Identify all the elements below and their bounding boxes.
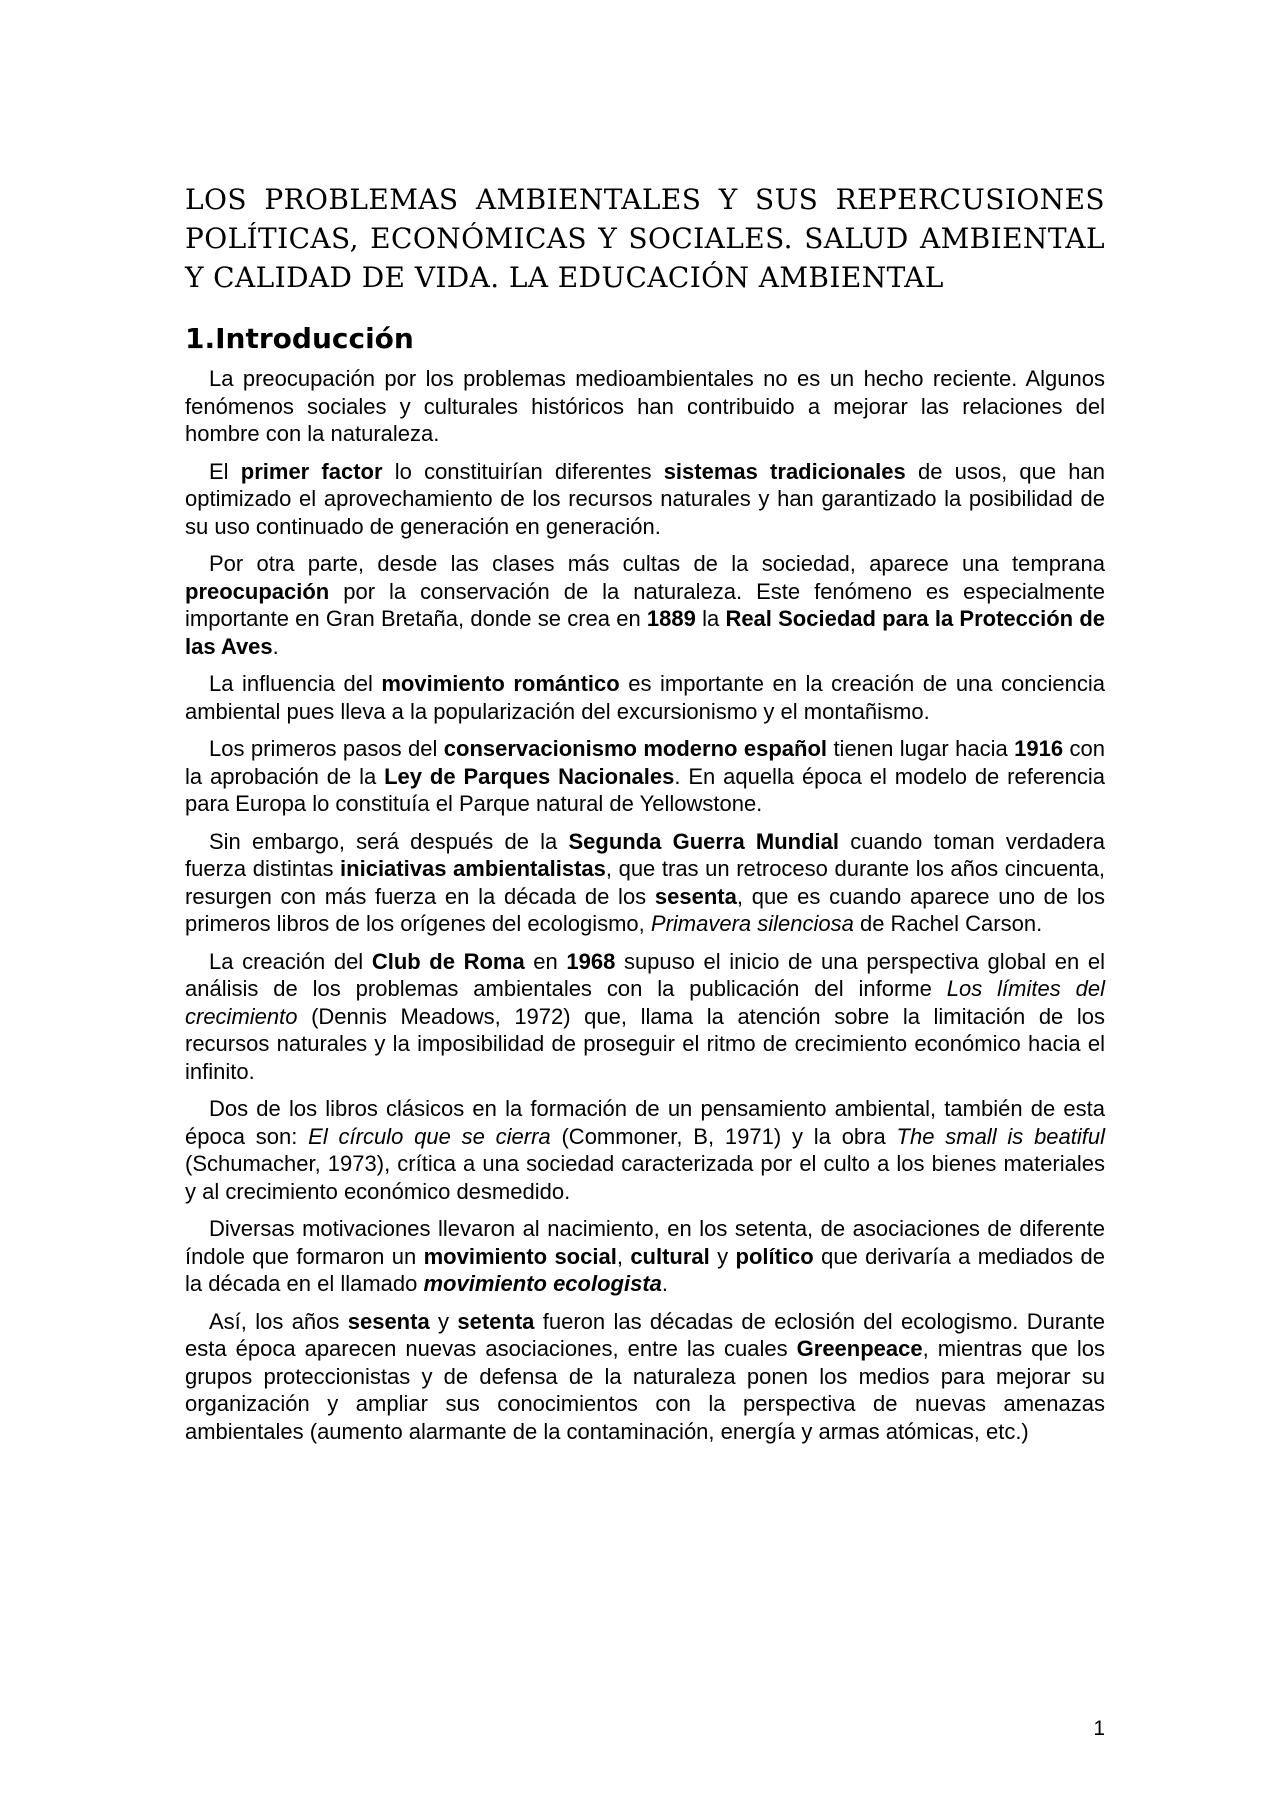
paragraphs-container <box>185 365 1105 1445</box>
text-run: con la aprobación de la <box>185 736 1105 789</box>
bold-text: sistemas tradicionales <box>663 458 906 484</box>
text-run: El <box>209 458 241 484</box>
text-run: es importante en la creación de una conciencia ambiental pues lleva a la popularización del excursionismo y el montañismo. <box>185 671 1106 724</box>
text-run: Así, los años <box>209 1308 348 1334</box>
text-run: Sin embargo, será después de la <box>209 828 569 854</box>
italic-text: Primavera silenciosa <box>650 911 854 936</box>
text-run: de Rachel Carson. <box>853 911 1043 936</box>
text-run: . En aquella época el modelo de referencia para Europa lo constituía el Parque natural de Yellowstone. <box>185 763 1105 816</box>
bold-text: Segunda Guerra Mundial <box>568 828 840 854</box>
body-paragraph <box>185 670 1105 725</box>
page-content <box>185 180 1105 1455</box>
section-heading-introduccion: 1.Introducción <box>185 322 414 355</box>
text-run: (Dennis Meadows, 1972) que, llama la atención sobre la limitación de los recursos naturales y la imposibilidad de proseguir el ritmo de crecimiento económico hacia el infinito. <box>185 1003 1105 1084</box>
text-run: , mientras que los grupos proteccionistas y de defensa de la naturaleza ponen los medios para mejorar su organización y ampliar sus conocimientos con la perspectiva de nuevas amenazas ambientales (aumento alarmante de la contaminación, energía y armas atómicas, etc.) <box>185 1336 1106 1444</box>
text-run: La creación del <box>209 948 372 974</box>
text-run: la <box>695 606 726 631</box>
bold-text: Greenpeace <box>796 1336 923 1361</box>
bold-text: cultural <box>630 1243 710 1269</box>
text-run: cuando toman verdadera fuerza distintas <box>185 828 1106 881</box>
body-paragraph <box>185 1308 1105 1446</box>
page-number: 1 <box>1093 1717 1105 1740</box>
text-run: Por otra parte, desde las clases más cultas de la sociedad, aparece una temprana <box>209 551 1105 576</box>
bold-text: setenta <box>457 1308 535 1334</box>
body-paragraph <box>185 458 1105 541</box>
bold-text: sesenta <box>654 883 737 909</box>
bold-text: 1968 <box>566 948 616 974</box>
body-paragraph <box>185 365 1105 448</box>
bold-text: iniciativas ambientalistas <box>340 856 606 881</box>
bold-text: 1916 <box>1014 736 1064 761</box>
text-run: , <box>616 1243 631 1269</box>
text-run: que derivaría a mediados de la década en el llamado <box>185 1243 1105 1296</box>
body-paragraph <box>185 735 1105 818</box>
text-run: (Commoner, B, 1971) y la obra <box>550 1123 897 1149</box>
text-run: y <box>429 1308 458 1334</box>
text-run: Los primeros pasos del <box>209 736 444 761</box>
bold-text: Club de Roma <box>371 948 525 974</box>
document-title: LOS PROBLEMAS AMBIENTALES Y SUS REPERCUSIONES POLÍTICAS, ECONÓMICAS Y SOCIALES. SALUD AMBIENTAL Y CALIDAD DE VIDA. LA EDUCACIÓN AMBIENTAL <box>185 183 1105 294</box>
bold-text: movimiento romántico <box>381 671 620 696</box>
italic-text: The small is beatiful <box>896 1123 1106 1149</box>
body-paragraph <box>185 828 1105 938</box>
text-run: La influencia del <box>209 671 382 696</box>
text-run: , que tras un retroceso durante los años cincuenta, resurgen con más fuerza en la década de los <box>185 856 1106 909</box>
bold-text: conservacionismo moderno español <box>443 736 828 761</box>
text-run: Diversas motivaciones llevaron al nacimiento, en los setenta, de asociaciones de diferente índole que formaron un <box>185 1216 1105 1269</box>
text-run: tienen lugar hacia <box>827 736 1015 761</box>
bold-italic-text: movimiento ecologista <box>423 1271 662 1296</box>
text-run: (Schumacher, 1973), crítica a una sociedad caracterizada por el culto a los bienes materiales y al crecimiento económico desmedido. <box>185 1151 1105 1204</box>
bold-text: 1889 <box>646 606 696 631</box>
body-paragraph <box>185 1095 1105 1205</box>
text-run: fueron las décadas de eclosión del ecologismo. Durante esta época aparecen nuevas asociaciones, entre las cuales <box>185 1308 1105 1361</box>
italic-text: El círculo que se cierra <box>308 1123 551 1149</box>
bold-text: preocupación <box>185 578 330 604</box>
bold-text: Ley de Parques Nacionales <box>384 763 675 789</box>
text-run: . <box>661 1271 669 1296</box>
body-paragraph <box>185 948 1105 1086</box>
text-run: La preocupación por los problemas medioambientales no es un hecho reciente. Algunos fenómenos sociales y culturales históricos han contribuido a mejorar las relaciones del hombre con la naturaleza. <box>185 366 1105 446</box>
bold-text: movimiento social <box>423 1243 617 1269</box>
text-run: . <box>272 633 279 659</box>
bold-text: político <box>735 1243 814 1269</box>
text-run: supuso el inicio de una perspectiva global en el análisis de los problemas ambientales con la publicación del informe <box>185 948 1105 1001</box>
text-run: y <box>709 1243 736 1269</box>
italic-text: Los límites del crecimiento <box>185 976 1105 1029</box>
text-run: por la conservación de la naturaleza. Este fenómeno es especialmente importante en Gran Bretaña, donde se crea en <box>185 578 1105 631</box>
bold-text: sesenta <box>347 1308 430 1334</box>
text-run: de usos, que han optimizado el aprovechamiento de los recursos naturales y han garantizado la posibilidad de su uso continuado de generación en generación. <box>185 458 1106 539</box>
text-run: en <box>524 948 567 974</box>
text-run: Dos de los libros clásicos en la formación de un pensamiento ambiental, también de esta época son: <box>185 1096 1105 1149</box>
text-run: lo constituirían diferentes <box>382 458 664 484</box>
body-paragraph <box>185 1215 1105 1298</box>
text-run: , que es cuando aparece uno de los primeros libros de los orígenes del ecologismo, <box>185 883 1105 936</box>
bold-text: Real Sociedad para la Protección de las Aves <box>185 606 1105 659</box>
bold-text: primer factor <box>240 458 383 484</box>
body-paragraph <box>185 550 1105 660</box>
